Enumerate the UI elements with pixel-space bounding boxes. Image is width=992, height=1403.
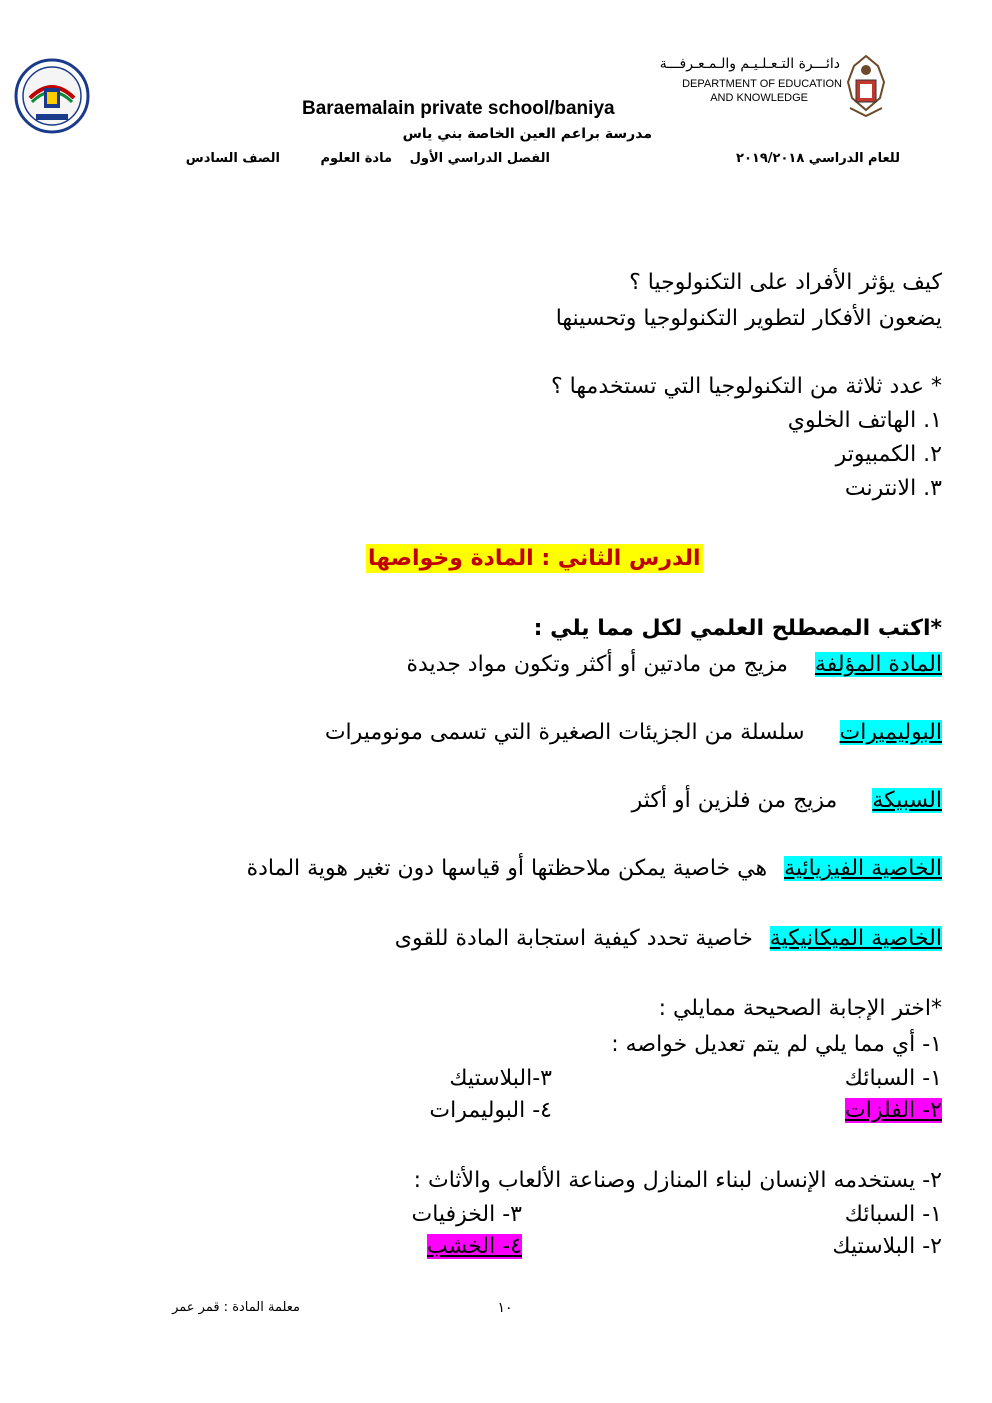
mcq-q1-answer-wrap: [700, 1098, 942, 1123]
teacher-name: معلمة المادة : قمر عمر: [172, 1300, 300, 1315]
term-row: [200, 926, 942, 951]
school-name-ar: مدرسة براعم العين الخاصة بني ياس: [402, 126, 652, 142]
academic-year: للعام الدراسي ٢٠١٩/٢٠١٨: [736, 151, 900, 166]
mcq-q2-option-1: ١- السبائك: [844, 1202, 942, 1227]
lesson-title-wrap: [366, 546, 701, 571]
term-row: [190, 856, 942, 881]
answer-technology-influence: يضعون الأفكار لتطوير التكنولوجيا وتحسينها: [555, 306, 942, 331]
terms-heading: *اكتب المصطلح العلمي لكل مما يلي :: [533, 616, 942, 641]
mcq-q1-option-3: ٣-البلاستيك: [449, 1066, 552, 1091]
mcq-q1-option-2-correct: ٢- الفلزات: [845, 1098, 942, 1123]
school-name-en: Baraemalain private school/baniya: [302, 98, 615, 119]
dept-name-ar: دائـــرة التـعـلـيـم والـمـعـرفـــة: [659, 56, 840, 72]
term-definition: هي خاصية يمكن ملاحظتها أو قياسها دون تغير هوية المادة: [246, 856, 768, 881]
mcq-q2-option-2: ٢- البلاستيك: [832, 1234, 942, 1259]
school-logo: [14, 58, 90, 134]
list-item: ٢. الكمبيوتر: [835, 442, 942, 467]
dept-name-en-1: DEPARTMENT OF EDUCATION: [682, 78, 842, 90]
term-row: [200, 720, 942, 745]
mcq-q2-option-4-correct: ٤- الخشب: [426, 1234, 522, 1259]
subject: مادة العلوم: [320, 151, 392, 166]
mcq-q1-option-4: ٤- البوليمرات: [429, 1098, 552, 1123]
question-technology-influence: كيف يؤثر الأفراد على التكنولوجيا ؟: [629, 270, 942, 295]
term-label: الخاصية الميكانيكية: [769, 926, 942, 951]
mcq-heading: *اختر الإجابة الصحيحة ممايلي :: [658, 996, 942, 1021]
mcq-q2-answer-wrap: [360, 1234, 522, 1259]
mcq-question-1: ١- أي مما يلي لم يتم تعديل خواصه :: [611, 1032, 942, 1057]
mcq-q2-option-3: ٣- الخزفيات: [411, 1202, 522, 1227]
page-number: ١٠: [497, 1300, 513, 1316]
term-label: المادة المؤلفة: [814, 652, 942, 677]
grade: الصف السادس: [185, 151, 280, 166]
term-definition: سلسلة من الجزيئات الصغيرة التي تسمى مونوميرات: [324, 720, 805, 745]
mcq-question-2: ٢- يستخدمه الإنسان لبناء المنازل وصناعة الألعاب والأثاث :: [413, 1168, 942, 1193]
question-list-technologies: * عدد ثلاثة من التكنولوجيا التي تستخدمها ؟: [551, 374, 942, 399]
term-definition: خاصية تحدد كيفية استجابة المادة للقوى: [394, 926, 753, 951]
list-item: ١. الهاتف الخلوي: [787, 408, 942, 433]
semester: الفصل الدراسي الأول: [409, 151, 550, 166]
term-definition: مزيج من فلزين أو أكثر: [631, 788, 838, 813]
term-definition: مزيج من مادتين أو أكثر وتكون مواد جديدة: [406, 652, 788, 677]
term-label: البوليميرات: [839, 720, 942, 745]
mcq-q1-option-1: ١- السبائك: [844, 1066, 942, 1091]
term-label: السبيكة: [872, 788, 942, 813]
term-label: الخاصية الفيزيائية: [784, 856, 942, 881]
dept-name-en-2: AND KNOWLEDGE: [710, 92, 808, 104]
list-item: ٣. الانترنت: [844, 476, 942, 501]
adek-falcon-logo: [844, 52, 888, 120]
term-row: [200, 652, 942, 677]
term-row: [200, 788, 942, 813]
lesson-title: الدرس الثاني : المادة وخواصها: [368, 546, 701, 571]
